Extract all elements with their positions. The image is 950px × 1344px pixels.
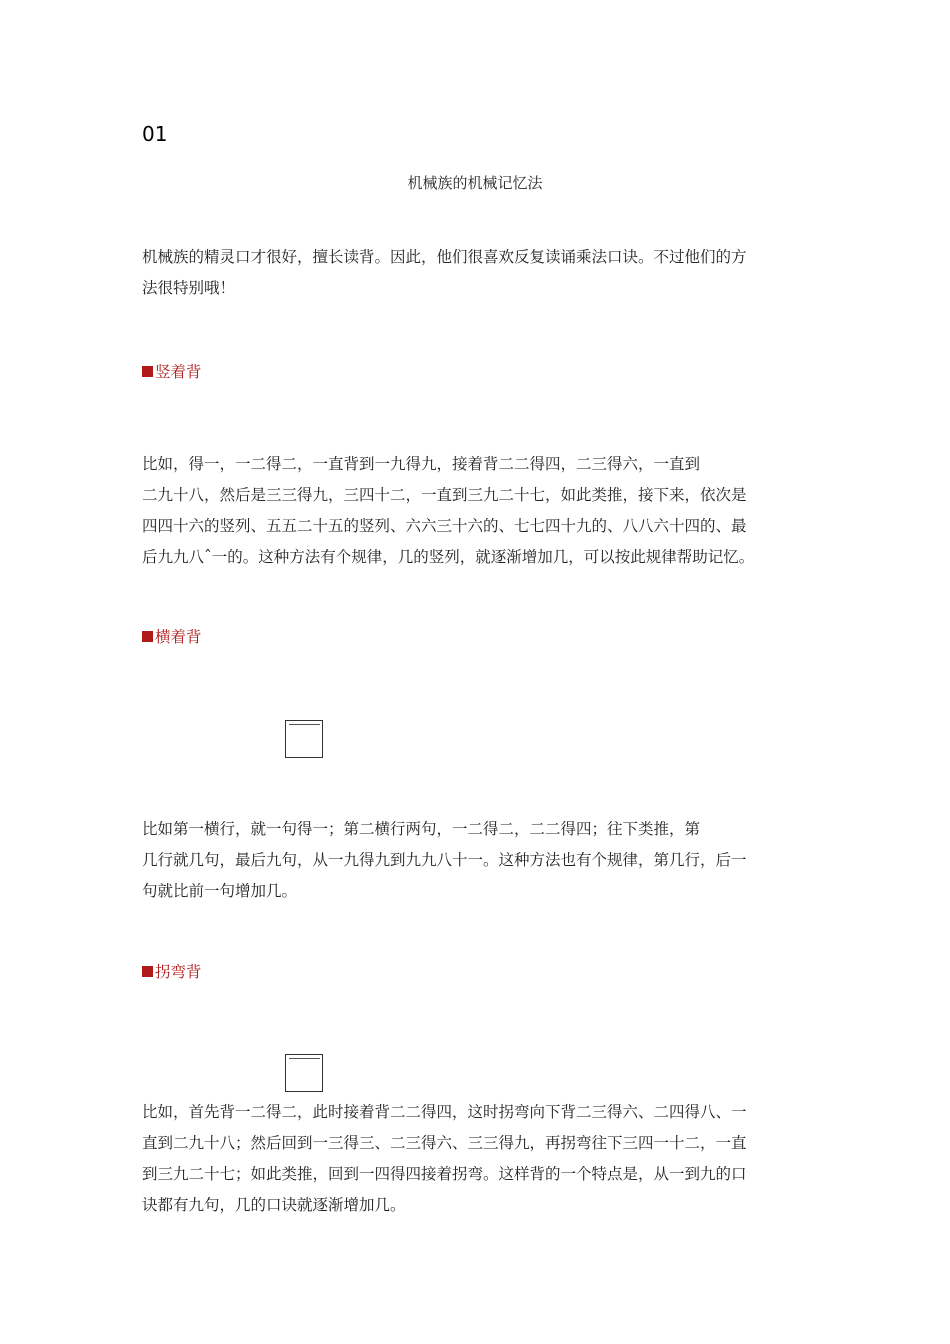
turn-paragraph bbox=[142, 1097, 810, 1221]
paragraph-line: 到三九二十七；如此类推，回到一四得四接着拐弯。这样背的一个特点是，从一到九的口 bbox=[142, 1165, 747, 1183]
bullet-square-icon bbox=[142, 631, 153, 642]
paragraph-line: 比如，得一，一二得二，一直背到一九得九，接着背二二得四，二三得六，一直到 bbox=[142, 455, 701, 473]
section-number: 01 bbox=[142, 122, 168, 146]
paragraph-line: 后九九八ˆ一的。这种方法有个规律，几的竖列，就逐渐增加几，可以按此规律帮助记忆。 bbox=[142, 548, 755, 566]
paragraph-line: 比如，首先背一二得二，此时接着背二二得四，这时拐弯向下背二三得六、二四得八、一 bbox=[142, 1103, 747, 1121]
section-heading-label: 竖着背 bbox=[155, 363, 202, 381]
bullet-square-icon bbox=[142, 966, 153, 977]
section-heading-horizontal bbox=[142, 625, 202, 647]
bullet-square-icon bbox=[142, 366, 153, 377]
intro-line: 机械族的精灵口才很好，擅长读背。因此，他们很喜欢反复读诵乘法口诀。不过他们的方 bbox=[142, 248, 747, 266]
paragraph-line: 四四十六的竖列、五五二十五的竖列、六六三十六的、七七四十九的、八八六十四的、最 bbox=[142, 517, 747, 535]
intro-paragraph bbox=[142, 242, 810, 304]
horizontal-figure-image bbox=[285, 720, 323, 758]
section-heading-turn bbox=[142, 960, 202, 982]
turn-figure-image bbox=[285, 1054, 323, 1092]
section-heading-vertical bbox=[142, 360, 202, 382]
vertical-paragraph bbox=[142, 449, 810, 573]
paragraph-line: 诀都有九句，几的口诀就逐渐增加几。 bbox=[142, 1196, 406, 1214]
document-title: 机械族的机械记忆法 bbox=[407, 174, 543, 192]
intro-line: 法很特别哦！ bbox=[142, 279, 236, 297]
figure-caption-line bbox=[289, 724, 320, 725]
paragraph-line: 直到二九十八；然后回到一三得三、二三得六、三三得九，再拐弯往下三四一十二，一直 bbox=[142, 1134, 747, 1152]
figure-caption-line bbox=[289, 1058, 320, 1059]
paragraph-line: 比如第一横行，就一句得一；第二横行两句，一二得二，二二得四；往下类推，第 bbox=[142, 820, 701, 838]
paragraph-line: 句就比前一句增加几。 bbox=[142, 882, 298, 900]
paragraph-line: 二九十八，然后是三三得九，三四十二，一直到三九二十七，如此类推，接下来，依次是 bbox=[142, 486, 747, 504]
paragraph-line: 几行就几句，最后九句，从一九得九到九九八十一。这种方法也有个规律，第几行，后一 bbox=[142, 851, 747, 869]
section-heading-label: 拐弯背 bbox=[155, 963, 202, 981]
horizontal-paragraph bbox=[142, 814, 810, 907]
section-heading-label: 横着背 bbox=[155, 628, 202, 646]
